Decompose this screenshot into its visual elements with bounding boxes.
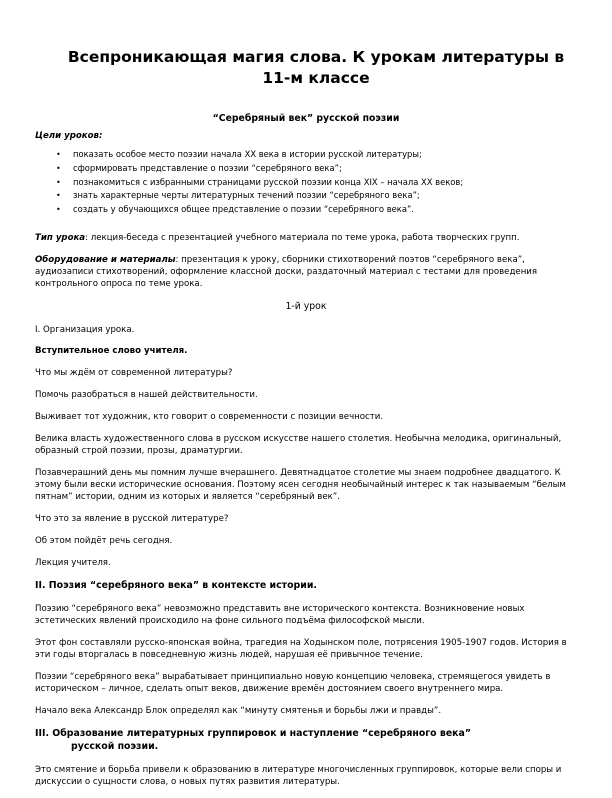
paragraph: Помочь разобраться в нашей действительности. xyxy=(35,390,258,401)
goals-list xyxy=(35,148,577,217)
bullet-icon: • xyxy=(56,191,61,201)
bullet-icon: • xyxy=(56,163,61,173)
paragraph: Это смятение и борьба привели к образованию в литературе многочисленных группировок, которые вели споры и дискуссии о сущности слова, о новых путях развития литературы. xyxy=(35,764,562,787)
list-item: • знать характерные черты литературных течений поэзии “серебряного века”; xyxy=(35,189,577,203)
paragraph: Начало века Александр Блок определял как “минуту смятенья и борьбы лжи и правды”. xyxy=(35,705,442,716)
goals-heading: Цели уроков: xyxy=(35,131,103,141)
paragraph: Что мы ждём от современной литературы? xyxy=(35,368,233,379)
list-item: • создать у обучающихся общее представление о поэзии “серебряного века”. xyxy=(35,203,577,217)
section2-heading: II. Поэзия “серебряного века” в контексте истории. xyxy=(35,579,317,591)
lesson-type-paragraph xyxy=(35,232,577,244)
bullet-icon: • xyxy=(56,150,61,159)
lesson-type-label: Тип урока xyxy=(35,232,86,243)
equipment-paragraph xyxy=(35,254,577,291)
paragraph: Велика власть художественного слова в русском искусстве нашего столетия. Необычна мелодика, оригинальный, образный строй поэзии, прозы, драматургии. xyxy=(35,433,562,456)
paragraph: Этот фон составляли русско-японская война, трагедия на Ходынском поле, потрясения 1905-1907 годов. История в эти годы вторгалась в повседневную жизнь людей, нарушая её привычное течение. xyxy=(35,637,567,660)
paragraph: Поэзию “серебряного века” невозможно представить вне исторического контекста. Возникновение новых эстетических явлений происходило на фоне сильного подъёма философской мысли. xyxy=(35,603,525,626)
document-title: Всепроникающая магия слова. К урокам литературы в 11-м классе xyxy=(67,48,565,87)
equipment-text: : презентация к уроку, сборники стихотворений поэтов “серебряного века”, аудиозаписи стихотворений, оформление классной доски, раздаточный материал с тестами для проведения контрольного опроса по теме урока. xyxy=(35,254,538,290)
section3-heading-line2: русской поэзии. xyxy=(71,740,159,752)
section3-heading-line1: III. Образование литературных группировок и наступление “серебряного века” xyxy=(35,727,472,739)
list-item: • сформировать представление о поэзии “серебряного века”; xyxy=(35,162,577,176)
paragraph: Лекция учителя. xyxy=(35,557,111,568)
section1-heading: I. Организация урока. xyxy=(35,324,135,335)
paragraph: Что это за явление в русской литературе? xyxy=(35,514,229,525)
paragraph: Выживает тот художник, кто говорит о современности с позиции вечности. xyxy=(35,411,384,422)
document-page xyxy=(35,47,577,798)
paragraph: Поэзии “серебряного века” вырабатывает принципиально новую концепцию человека, стремящегося увидеть в историческом – личное, сделать опыт веков, движение времён достоянием своего внутреннего мира. xyxy=(35,671,551,695)
paragraph: Об этом пойдёт речь сегодня. xyxy=(35,535,173,546)
list-item: • познакомиться с избранными страницами русской поэзии конца XIX – начала ХХ веков; xyxy=(35,176,577,190)
lesson-heading: 1-й урок xyxy=(285,300,327,312)
bullet-icon: • xyxy=(56,177,61,187)
section3-heading xyxy=(35,727,577,753)
equipment-label: Оборудование и материалы xyxy=(35,254,176,265)
document-subtitle: “Серебряный век” русской поэзии xyxy=(212,113,400,124)
list-item: • показать особое место поэзии начала ХХ века в истории русской литературы; xyxy=(35,148,577,162)
paragraph: Позавчерашний день мы помним лучше вчерашнего. Девятнадцатое столетие мы знаем подробнее двадцатого. К этому были вески исторические основания. Поэтому ясен сегодня необычайный интерес к так называемым “белым пятнам” истории, одним из которых и является “серебряный век”. xyxy=(35,467,566,503)
bullet-icon: • xyxy=(56,205,61,215)
section1-intro-label: Вступительное слово учителя. xyxy=(35,346,188,357)
lesson-type-text: : лекция-беседа с презентацией учебного материала по теме урока, работа творческих групп. xyxy=(85,232,520,243)
